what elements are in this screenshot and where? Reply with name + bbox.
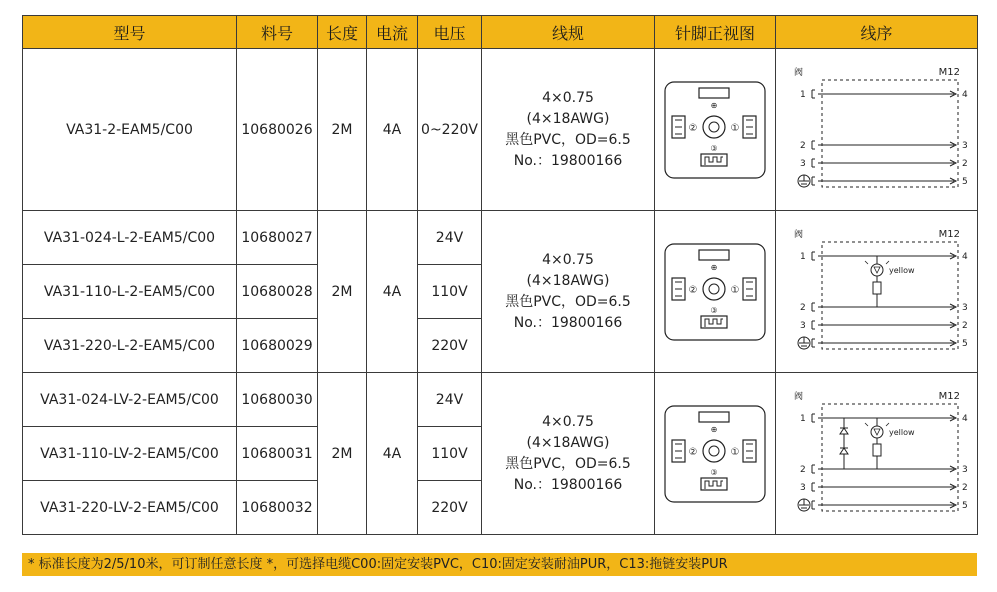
voltage-cell: 0~220V	[418, 49, 482, 211]
wire-spec-line: 4×0.75	[542, 413, 594, 430]
right-pin-label: 2	[961, 158, 968, 169]
model-cell: VA31-024-LV-2-EAM5/C00	[23, 373, 237, 427]
center-pin	[703, 278, 725, 300]
led-color-label: yellow	[888, 427, 915, 437]
wire-spec-line: 4×0.75	[542, 89, 594, 106]
table-row	[23, 211, 978, 265]
connector-outline	[665, 406, 765, 502]
table-row	[23, 49, 978, 211]
valve-label: 阀	[793, 67, 803, 78]
length-cell: 2M	[318, 211, 367, 373]
table-row	[23, 373, 978, 427]
pin-view-cell	[655, 211, 776, 373]
wire-spec-line: No.：19800166	[513, 476, 623, 493]
left-pin-label: 2	[799, 464, 806, 475]
pin-view-diagram	[663, 80, 767, 180]
wiring-cell	[776, 211, 978, 373]
product-spec-table	[22, 15, 978, 535]
wire-spec-line: 黑色PVC，OD=6.5	[505, 131, 631, 148]
voltage-cell: 110V	[418, 265, 482, 319]
left-pin-label: 3	[799, 158, 806, 169]
model-cell: VA31-024-L-2-EAM5/C00	[23, 211, 237, 265]
wire-spec-cell	[482, 49, 655, 211]
left-terminal	[812, 483, 815, 491]
pin-1-label: ①	[730, 446, 740, 458]
diode-icon	[840, 448, 848, 454]
ground-icon-lines	[799, 337, 809, 349]
wiring-diagram	[782, 384, 972, 524]
model-cell: VA31-2-EAM5/C00	[23, 49, 237, 211]
ground-icon-lines	[799, 175, 809, 187]
left-terminal	[812, 465, 815, 473]
right-pin-label: 4	[961, 89, 968, 100]
center-pin	[703, 116, 725, 138]
left-terminal	[812, 177, 815, 185]
right-contact-lines	[746, 444, 753, 458]
part-cell: 10680032	[237, 481, 318, 535]
connector-label: M12	[938, 390, 960, 402]
top-contact	[699, 250, 729, 260]
pin-1-label: ①	[730, 122, 740, 134]
left-pin-label: 1	[799, 251, 806, 262]
right-pin-label: 2	[961, 482, 968, 493]
left-terminal	[812, 159, 815, 167]
header-voltage: 电压	[418, 16, 482, 49]
left-terminal	[812, 321, 815, 329]
wiring-box	[822, 80, 958, 187]
part-cell: 10680030	[237, 373, 318, 427]
pin-2-label: ②	[688, 122, 698, 134]
left-terminal	[812, 90, 815, 98]
wiring-box	[822, 404, 958, 511]
pin-2-label: ②	[688, 446, 698, 458]
wire-spec-line: 黑色PVC，OD=6.5	[505, 455, 631, 472]
header-wiring: 线序	[776, 16, 978, 49]
voltage-cell: 24V	[418, 211, 482, 265]
left-terminal	[812, 303, 815, 311]
right-pin-label: 3	[961, 464, 968, 475]
right-pin-label: 5	[961, 500, 968, 511]
model-cell: VA31-110-L-2-EAM5/C00	[23, 265, 237, 319]
part-cell: 10680031	[237, 427, 318, 481]
left-pin-label: 2	[799, 302, 806, 313]
right-contact-lines	[746, 282, 753, 296]
left-terminal	[812, 339, 815, 347]
center-pin-inner	[709, 284, 719, 294]
connector-outline	[665, 82, 765, 178]
header-current: 电流	[367, 16, 418, 49]
voltage-cell: 220V	[418, 319, 482, 373]
left-terminal	[812, 414, 815, 422]
left-pin-label: 2	[799, 140, 806, 151]
left-contact-lines	[675, 282, 682, 296]
model-cell: VA31-220-L-2-EAM5/C00	[23, 319, 237, 373]
wire-spec-line: (4×18AWG)	[526, 434, 610, 451]
part-cell: 10680027	[237, 211, 318, 265]
led-icon	[871, 426, 883, 438]
wiring-diagram	[782, 222, 972, 362]
wiring-cell	[776, 373, 978, 535]
bottom-contact-lines	[705, 319, 723, 327]
right-pin-label: 2	[961, 320, 968, 331]
current-cell: 4A	[367, 373, 418, 535]
ground-pin-label: ⊕	[710, 100, 718, 110]
left-terminal	[812, 252, 815, 260]
left-contact-lines	[675, 120, 682, 134]
pin-view-cell	[655, 49, 776, 211]
header-wire: 线规	[482, 16, 655, 49]
right-pin-label: 4	[961, 413, 968, 424]
pin-3-label: ③	[710, 305, 718, 315]
center-pin-inner	[709, 446, 719, 456]
header-model: 型号	[23, 16, 237, 49]
header-length: 长度	[318, 16, 367, 49]
header-part: 料号	[237, 16, 318, 49]
center-pin-inner	[709, 122, 719, 132]
led-icon	[871, 264, 883, 276]
voltage-cell: 110V	[418, 427, 482, 481]
current-cell: 4A	[367, 49, 418, 211]
right-contact-lines	[746, 120, 753, 134]
bottom-contact-lines	[705, 157, 723, 165]
wire-spec-line: (4×18AWG)	[526, 110, 610, 127]
led-color-label: yellow	[888, 265, 915, 275]
ground-icon-lines	[799, 499, 809, 511]
left-terminal	[812, 501, 815, 509]
voltage-cell: 24V	[418, 373, 482, 427]
pin-1-label: ①	[730, 284, 740, 296]
left-pin-label: 1	[799, 413, 806, 424]
top-contact	[699, 412, 729, 422]
length-cell: 2M	[318, 373, 367, 535]
pin-view-diagram	[663, 404, 767, 504]
diode-icon	[840, 428, 848, 434]
left-pin-label: 3	[799, 482, 806, 493]
ground-pin-label: ⊕	[710, 424, 718, 434]
left-pin-label: 3	[799, 320, 806, 331]
wire-spec-line: No.：19800166	[513, 152, 623, 169]
right-pin-label: 5	[961, 338, 968, 349]
wire-spec-line: 黑色PVC，OD=6.5	[505, 293, 631, 310]
ground-pin-label: ⊕	[710, 262, 718, 272]
pin-3-label: ③	[710, 467, 718, 477]
wiring-diagram	[782, 60, 972, 200]
wire-spec-line: No.：19800166	[513, 314, 623, 331]
valve-label: 阀	[793, 229, 803, 240]
wiring-box	[822, 242, 958, 349]
right-pin-label: 3	[961, 140, 968, 151]
resistor-icon	[873, 282, 881, 294]
current-cell: 4A	[367, 211, 418, 373]
right-pin-label: 4	[961, 251, 968, 262]
valve-label: 阀	[793, 391, 803, 402]
length-cell: 2M	[318, 49, 367, 211]
center-pin	[703, 440, 725, 462]
connector-label: M12	[938, 228, 960, 240]
part-cell: 10680028	[237, 265, 318, 319]
pin-3-label: ③	[710, 143, 718, 153]
connector-label: M12	[938, 66, 960, 78]
wire-spec-cell	[482, 373, 655, 535]
wire-spec-cell	[482, 211, 655, 373]
header-pin-view: 针脚正视图	[655, 16, 776, 49]
pin-view-cell	[655, 373, 776, 535]
resistor-icon	[873, 444, 881, 456]
model-cell: VA31-220-LV-2-EAM5/C00	[23, 481, 237, 535]
left-contact-lines	[675, 444, 682, 458]
pin-2-label: ②	[688, 284, 698, 296]
bottom-contact-lines	[705, 481, 723, 489]
model-cell: VA31-110-LV-2-EAM5/C00	[23, 427, 237, 481]
voltage-cell: 220V	[418, 481, 482, 535]
header-row	[23, 16, 978, 49]
part-cell: 10680029	[237, 319, 318, 373]
wiring-cell	[776, 49, 978, 211]
wire-spec-line: (4×18AWG)	[526, 272, 610, 289]
left-terminal	[812, 141, 815, 149]
right-pin-label: 3	[961, 302, 968, 313]
connector-outline	[665, 244, 765, 340]
left-pin-label: 1	[799, 89, 806, 100]
top-contact	[699, 88, 729, 98]
part-cell: 10680026	[237, 49, 318, 211]
right-pin-label: 5	[961, 176, 968, 187]
pin-view-diagram	[663, 242, 767, 342]
wire-spec-line: 4×0.75	[542, 251, 594, 268]
footer-note: * 标准长度为2/5/10米，可订制任意长度 *，可选择电缆C00:固定安装PVC，C10:固定安装耐油PUR，C13:拖链安装PUR	[22, 553, 977, 576]
